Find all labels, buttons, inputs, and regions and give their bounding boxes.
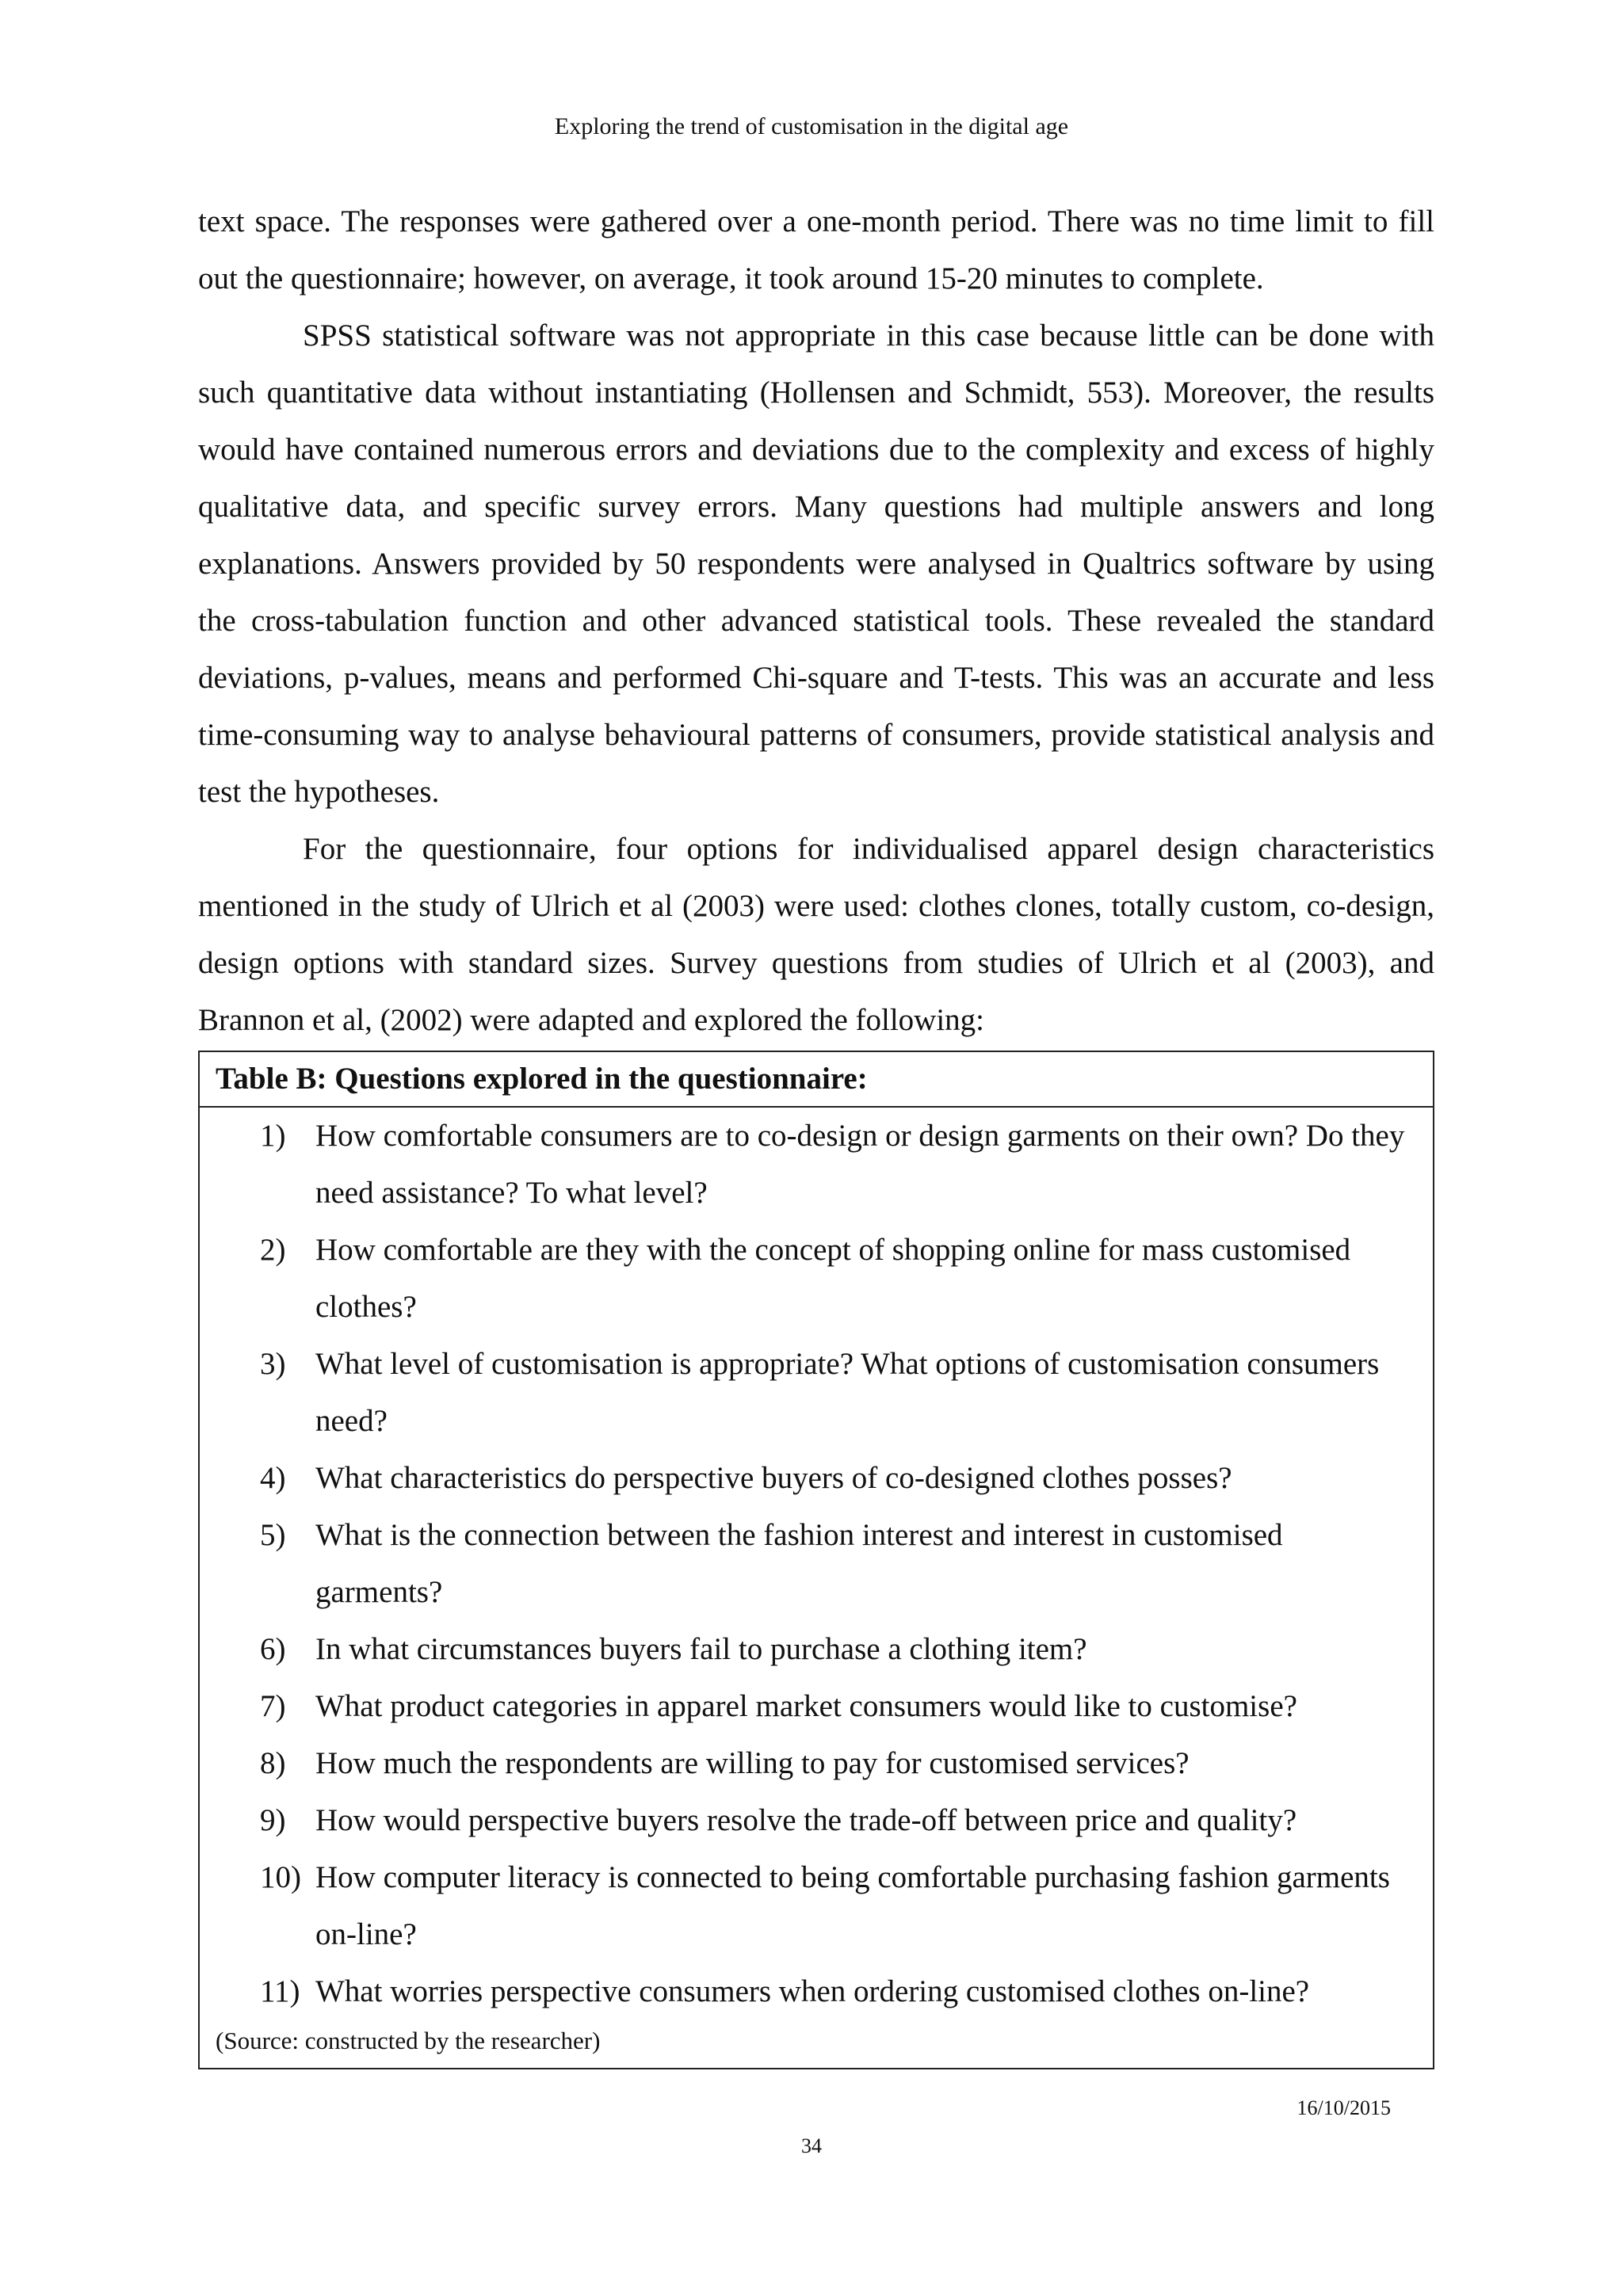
question-text: How computer literacy is connected to being comfortable purchasing fashion garments on-line? [315,1860,1390,1951]
question-item [200,1792,1433,1849]
question-item [200,1849,1433,1963]
question-number: 7) [260,1689,286,1723]
question-item [200,1222,1433,1336]
question-text: How comfortable consumers are to co-design or design garments on their own? Do they need assistance? To what level? [315,1119,1405,1210]
question-list [200,1108,1433,2020]
paragraph: For the questionnaire, four options for individualised apparel design characteristics mentioned in the study of Ulrich et al (2003) were used: clothes clones, totally custom, co-design, design options with standard sizes. Survey questions from studies of Ulrich et al (2003), and Brannon et al, (2002) were adapted and explored the following: [198,832,1434,1037]
question-number: 11) [260,1974,300,2008]
question-text: How would perspective buyers resolve the trade-off between price and quality? [315,1803,1297,1837]
question-number: 6) [260,1632,286,1666]
question-text: How much the respondents are willing to pay for customised services? [315,1746,1190,1780]
question-number: 4) [260,1461,286,1495]
question-item [200,1678,1433,1735]
question-item [200,1336,1433,1450]
question-text: What level of customisation is appropriate? What options of customisation consumers need? [315,1347,1380,1438]
table-source-note: (Source: constructed by the researcher) [216,2027,601,2054]
body-text [198,193,1434,1049]
question-number: 10) [260,1860,301,1894]
question-text: What characteristics do perspective buyers of co-designed clothes posses? [315,1461,1232,1495]
question-number: 9) [260,1803,286,1837]
page-number: 34 [801,2134,822,2157]
question-item [200,1108,1433,1222]
question-item [200,1450,1433,1507]
table-title: Table B: Questions explored in the questionnaire: [200,1052,1433,1108]
question-text: In what circumstances buyers fail to purchase a clothing item? [315,1632,1087,1666]
question-text: What product categories in apparel market consumers would like to customise? [315,1689,1297,1723]
question-text: What is the connection between the fashion interest and interest in customised garments? [315,1518,1283,1609]
question-text: What worries perspective consumers when ordering customised clothes on-line? [315,1974,1310,2008]
question-item [200,1963,1433,2020]
question-number: 8) [260,1746,286,1780]
paragraph: text space. The responses were gathered over a one-month period. There was no time limit to fill out the questionnaire; however, on average, it took around 15-20 minutes to complete. [198,204,1434,296]
question-item [200,1507,1433,1621]
question-item [200,1735,1433,1792]
question-number: 5) [260,1518,286,1552]
question-number: 1) [260,1119,286,1153]
paragraph: SPSS statistical software was not appropriate in this case because little can be done with such quantitative data without instantiating (Hollensen and Schmidt, 553). Moreover, the results would have contained numerous errors and deviations due to the complexity and excess of highly qualitative data, and specific survey errors. Many questions had multiple answers and long explanations. Answers provided by 50 respondents were analysed in Qualtrics software by using the cross-tabulation function and other advanced statistical tools. These revealed the standard deviations, p-values, means and performed Chi-square and T-tests. This was an accurate and less time-consuming way to analyse behavioural patterns of consumers, provide statistical analysis and test the hypotheses. [198,318,1434,809]
question-number: 2) [260,1233,286,1267]
questions-table [198,1051,1434,2069]
running-header: Exploring the trend of customisation in the digital age [554,113,1069,139]
question-number: 3) [260,1347,286,1381]
footer-date: 16/10/2015 [1296,2096,1391,2119]
question-text: How comfortable are they with the concept of shopping online for mass customised clothes? [315,1233,1351,1324]
question-item [200,1621,1433,1678]
